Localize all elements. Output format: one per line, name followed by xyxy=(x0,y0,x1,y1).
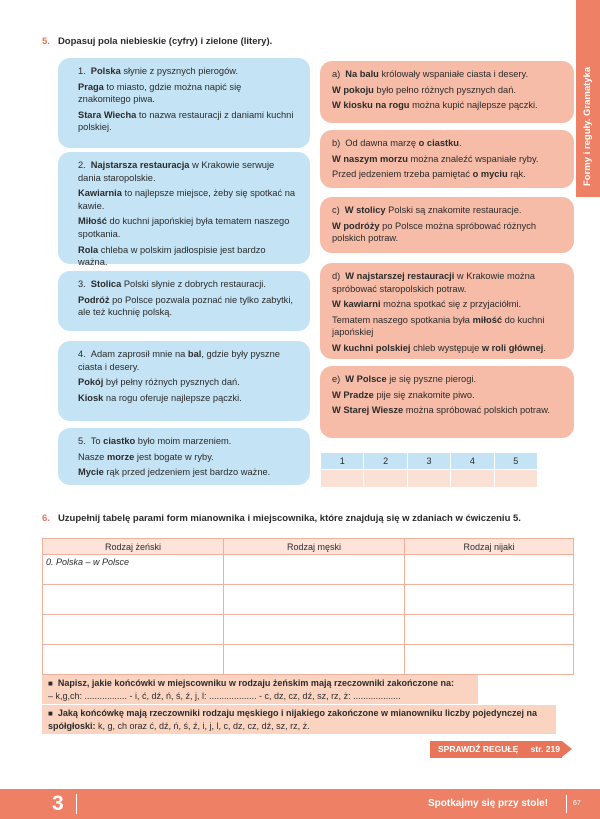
number-text: na rogu oferuje najlepsze pączki. xyxy=(103,392,242,403)
table-cell[interactable] xyxy=(405,555,574,585)
exercise-6-heading xyxy=(42,513,521,524)
letter-keyword: o myciu xyxy=(472,169,508,180)
letter-keyword: miłość xyxy=(472,314,503,325)
page-number: 67 xyxy=(573,800,581,807)
number-keyword: Polska xyxy=(90,66,121,76)
number-text: to najlepsze miejsce, żeby się spotkać na kawie. xyxy=(78,188,296,211)
number-keyword: Kiosk xyxy=(78,392,104,403)
check-rule-label: SPRAWDŹ REGUŁĘ xyxy=(438,744,519,754)
number-sentence xyxy=(78,215,296,240)
number-text: to nazwa restauracji z daniami kuchni polskiej. xyxy=(78,109,294,133)
number-sentence xyxy=(78,451,296,464)
letter-text: Przed jedzeniem trzeba pamiętać xyxy=(332,169,473,180)
number-sentence xyxy=(78,244,296,269)
number-keyword: Podróż xyxy=(78,294,110,305)
number-text: słynie z pysznych pierogów. xyxy=(120,66,239,76)
table-cell[interactable] xyxy=(43,645,224,675)
arrow-right-icon xyxy=(562,741,572,757)
number-bubble-5[interactable] xyxy=(58,428,310,485)
page-footer xyxy=(0,789,600,819)
number-text: po Polsce pozwala poznać nie tylko zabytki, ale też kuchnię polską. xyxy=(78,294,293,318)
exercise-5-number: 5. xyxy=(42,36,50,47)
letter-sentence xyxy=(332,99,562,112)
letter-sentence xyxy=(332,404,562,417)
letter-text: w Krakowie można spróbować staropolskich potraw. xyxy=(332,271,535,294)
table-cell[interactable] xyxy=(43,555,224,585)
number-keyword: Mycie xyxy=(78,467,104,478)
letter-bubble-3[interactable] xyxy=(320,197,574,253)
note2-consonants: k, g, ch oraz ć, dź, ń, ś, ź, i, j, l, c, dz, cz, dź, sz, rz, ż. xyxy=(95,721,310,731)
number-text: , gdzie były pyszne ciasta i desery. xyxy=(78,349,280,372)
check-rule-button[interactable] xyxy=(430,741,562,758)
letter-sentence xyxy=(332,153,562,166)
letter-text: można znaleźć wspaniałe ryby. xyxy=(407,153,539,164)
letter-text: chleb występuje xyxy=(410,342,482,353)
letter-text: było pełno różnych pysznych dań. xyxy=(373,84,516,95)
answer-number: 4 xyxy=(451,453,494,470)
number-keyword: Praga xyxy=(78,81,104,92)
letter-label: d) xyxy=(332,271,341,281)
note1-blanks[interactable]: – k,g,ch: ................. - i, ć, dź, ń, ś, ź, j, l: ................... - c, dz, cz, dź, sz, rz, ż: ................... xyxy=(48,691,401,701)
letter-text: można kupić najlepsze pączki. xyxy=(409,100,538,111)
number-text: to miasto, gdzie można napić się znakomitego piwa. xyxy=(78,81,242,105)
letter-sentence xyxy=(332,168,562,181)
letter-keyword: Na balu xyxy=(345,69,379,79)
letter-sentence xyxy=(332,84,562,97)
letter-sentence xyxy=(332,137,562,150)
letter-label: b) xyxy=(332,138,341,148)
number-sentence xyxy=(78,278,296,291)
letter-sentence xyxy=(332,204,562,217)
note-feminine-endings: ■ Napisz, jakie końcówki w miejscowniku w rodzaju żeńskim mają rzeczowniki zakończone na: – k,g,ch: ................. - i, ć, dź, ń, ś, ź, j, l: ................... - c, dz, cz, dź, sz, rz, ż: ................... xyxy=(42,675,478,704)
letter-text: pije się znakomite piwo. xyxy=(373,389,475,400)
number-sentence xyxy=(78,187,296,212)
number-text: Polski słynie z dobrych restauracji. xyxy=(121,279,266,289)
letter-sentence xyxy=(332,314,562,339)
number-bubble-2[interactable] xyxy=(58,152,310,268)
answer-number: 5 xyxy=(494,453,537,470)
table-cell[interactable] xyxy=(405,645,574,675)
exercise-6-number: 6. xyxy=(42,513,50,524)
letter-keyword: W pokoju xyxy=(332,84,374,95)
letter-keyword: W Starej Wiesze xyxy=(332,405,404,416)
letter-text: . xyxy=(543,342,546,353)
exercise-6-title: Uzupełnij tabelę parami form mianownika i miejscownika, które znajdują się w zdaniach w ćwiczeniu 5. xyxy=(57,513,521,524)
letter-text: Od dawna marzę xyxy=(345,138,419,148)
answer-cell[interactable] xyxy=(451,470,494,488)
table-cell[interactable] xyxy=(43,585,224,615)
number-sentence xyxy=(78,81,296,106)
number-text: do kuchni japońskiej była tematem naszego spotkania. xyxy=(78,216,290,239)
number-keyword: Stara Wiecha xyxy=(78,109,137,120)
number-text: jest bogate w ryby. xyxy=(134,451,214,462)
chapter-title: Spotkajmy się przy stole! xyxy=(428,798,549,809)
table-cell[interactable] xyxy=(405,615,574,645)
number-sentence xyxy=(78,159,296,184)
number-sentence xyxy=(78,392,296,405)
letter-bubble-4[interactable] xyxy=(320,263,574,359)
number-keyword: Miłość xyxy=(78,216,107,227)
answer-cell[interactable] xyxy=(364,470,407,488)
note-masc-neuter-endings: ■ Jaką końcówkę mają rzeczowniki rodzaju męskiego i nijakiego zakończone w mianowniku liczby pojedynczej na spółgłoski: k, g, ch oraz ć, dź, ń, ś, ź, i, j, l, c, dz, cz, dź, sz, rz, ż. xyxy=(42,705,556,734)
table-cell[interactable] xyxy=(224,615,405,645)
letter-keyword: w roli głównej xyxy=(481,342,544,353)
letter-keyword: W naszym morzu xyxy=(332,153,408,164)
number-keyword: Kawiarnia xyxy=(78,188,122,199)
exercise-5-heading xyxy=(42,36,272,47)
table-cell[interactable] xyxy=(405,585,574,615)
number-bubble-1[interactable] xyxy=(58,58,310,148)
section-side-tab xyxy=(576,0,600,197)
number-sentence xyxy=(78,435,296,448)
number-text: Nasze xyxy=(78,451,107,462)
chapter-number: 3 xyxy=(52,792,64,815)
letter-bubble-1[interactable] xyxy=(320,61,574,123)
letter-keyword: W Polsce xyxy=(345,374,387,384)
header-masculine: Rodzaj męski xyxy=(224,539,405,555)
number-keyword: ciastko xyxy=(103,436,136,446)
answer-grid xyxy=(320,452,538,488)
header-neuter: Rodzaj nijaki xyxy=(405,539,574,555)
number-keyword: morze xyxy=(106,451,135,462)
number-keyword: bal xyxy=(187,349,202,359)
letter-keyword: W najstarszej restauracji xyxy=(345,271,455,281)
letter-text: po Polsce można spróbować różnych polskich potraw. xyxy=(332,220,537,244)
table-cell[interactable] xyxy=(43,615,224,645)
letter-text: je się pyszne pierogi. xyxy=(386,374,477,384)
letter-text: . xyxy=(458,138,462,148)
letter-text: Polski są znakomite restauracje. xyxy=(385,205,522,215)
number-text: w Krakowie serwuje dania staropolskie. xyxy=(78,160,275,183)
header-feminine: Rodzaj żeński xyxy=(43,539,224,555)
number-label: 1. xyxy=(78,66,86,76)
letter-keyword: W kiosku na rogu xyxy=(332,100,410,111)
number-sentence xyxy=(78,65,296,78)
side-tab-label: Formy i reguły. Gramatyka xyxy=(582,66,593,186)
letter-keyword: o ciastku xyxy=(418,138,459,148)
letter-sentence xyxy=(332,270,562,295)
number-bubble-3[interactable] xyxy=(58,271,310,331)
letter-keyword: W kawiarni xyxy=(332,299,381,310)
letter-keyword: W Pradze xyxy=(332,389,374,400)
letter-text: rąk. xyxy=(507,169,526,180)
letter-label: c) xyxy=(332,205,340,215)
number-sentence xyxy=(78,376,296,389)
letter-sentence xyxy=(332,389,562,402)
footer-divider xyxy=(566,795,567,813)
letter-sentence xyxy=(332,220,562,245)
answer-cell[interactable] xyxy=(407,470,450,488)
letter-sentence xyxy=(332,68,562,81)
number-bubble-4[interactable] xyxy=(58,341,310,421)
letter-text: Tematem naszego spotkania była xyxy=(332,314,473,325)
number-keyword: Najstarsza restauracja xyxy=(90,160,190,170)
letter-text: do kuchni japońskiej xyxy=(332,314,545,338)
table-cell[interactable] xyxy=(224,645,405,675)
answer-cell[interactable] xyxy=(321,470,364,488)
number-text: Adam zaprosił mnie na xyxy=(90,349,188,359)
letter-sentence xyxy=(332,373,562,386)
answer-cell[interactable] xyxy=(494,470,537,488)
number-keyword: Rola xyxy=(78,244,99,255)
letter-keyword: W podróży xyxy=(332,220,380,231)
number-label: 3. xyxy=(78,279,86,289)
note1-question: Napisz, jakie końcówki w miejscowniku w rodzaju żeńskim mają rzeczowniki zakończone na: xyxy=(57,678,454,688)
number-text: był pełny różnych pysznych dań. xyxy=(103,377,240,388)
number-text: chleba w polskim jadłospisie jest bardzo ważna. xyxy=(78,244,266,268)
number-label: 2. xyxy=(78,160,86,170)
letter-text: można spotkać się z przyjaciółmi. xyxy=(380,299,522,310)
number-sentence xyxy=(78,109,296,134)
answer-number: 3 xyxy=(407,453,450,470)
letter-label: a) xyxy=(332,69,341,79)
letter-sentence xyxy=(332,298,562,311)
number-text: rąk przed jedzeniem jest bardzo ważne. xyxy=(103,467,271,478)
answer-number: 1 xyxy=(321,453,364,470)
letter-keyword: W stolicy xyxy=(344,205,386,215)
exercise-5-title: Dopasuj pola niebieskie (cyfry) i zielone (litery). xyxy=(57,36,273,47)
number-sentence xyxy=(78,348,296,373)
letter-bubble-2[interactable] xyxy=(320,130,574,188)
check-rule-page: str. 219 xyxy=(530,744,560,754)
letter-text: można spróbować polskich potraw. xyxy=(403,405,550,416)
letter-sentence xyxy=(332,342,562,355)
number-keyword: Stolica xyxy=(90,279,122,289)
footer-divider xyxy=(76,794,77,814)
number-keyword: Pokój xyxy=(78,377,104,388)
letter-bubble-5[interactable] xyxy=(320,366,574,438)
table-cell[interactable] xyxy=(224,555,405,585)
number-label: 5. xyxy=(78,436,86,446)
example-answer: 0. Polska – w Polsce xyxy=(46,557,130,567)
number-text: było moim marzeniem. xyxy=(135,436,232,446)
table-cell[interactable] xyxy=(224,585,405,615)
exercise-6-table xyxy=(42,538,574,675)
number-sentence xyxy=(78,466,296,479)
number-sentence xyxy=(78,294,296,319)
number-text: To xyxy=(90,436,104,446)
letter-label: e) xyxy=(332,374,341,384)
answer-number: 2 xyxy=(364,453,407,470)
note2-question: Jaką końcówkę mają rzeczowniki rodzaju męskiego i nijakiego zakończone w mianowniku liczby pojedynczej na spółgłoski: xyxy=(48,708,538,731)
letter-text: królowały wspaniałe ciasta i desery. xyxy=(378,69,529,79)
number-label: 4. xyxy=(78,349,86,359)
letter-keyword: W kuchni polskiej xyxy=(332,342,411,353)
